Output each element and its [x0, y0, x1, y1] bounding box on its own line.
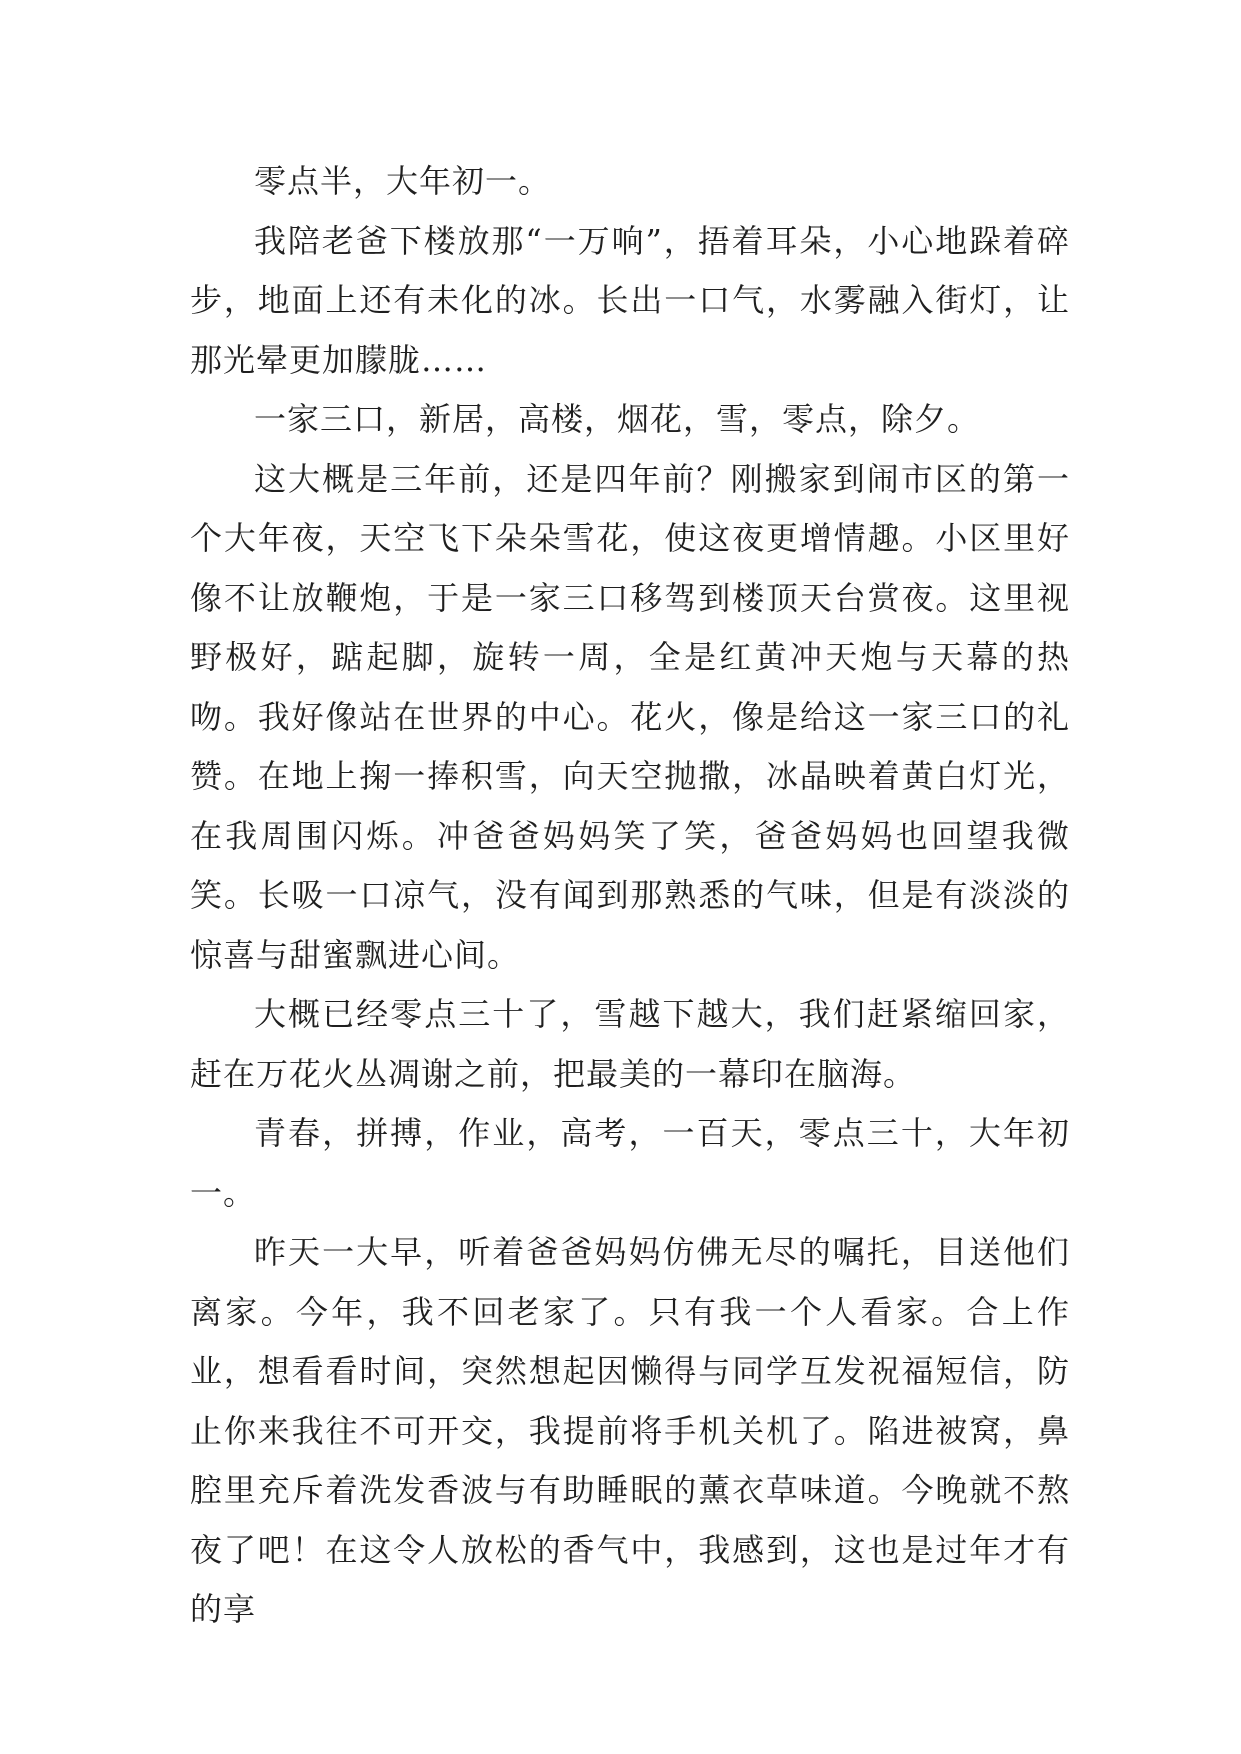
paragraph: 我陪老爸下楼放那“一万响”，捂着耳朵，小心地跺着碎步，地面上还有未化的冰。长出一口气，水雾融入街灯，让那光晕更加朦胧…… [190, 221, 1070, 379]
paragraph: 一家三口，新居，高楼，烟花，雪，零点，除夕。 [254, 400, 981, 438]
paragraph: 零点半，大年初一。 [254, 162, 552, 200]
paragraph: 昨天一大早，听着爸爸妈妈仿佛无尽的嘱托，目送他们离家。今年，我不回老家了。只有我一个人看家。合上作业，想看看时间，突然想起因懒得与同学互发祝福短信，防止你来我往不可开交，我提前将手机关机了。陷进被窝，鼻腔里充斥着洗发香波与有助睡眠的薰衣草味道。今晚就不熬夜了吧！在这令人放松的香气中，我感到，这也是过年才有的享 [190, 1233, 1070, 1628]
essay-body [190, 152, 1070, 1640]
paragraph: 这大概是三年前，还是四年前？刚搬家到闹市区的第一个大年夜，天空飞下朵朵雪花，使这夜更增情趣。小区里好像不让放鞭炮，于是一家三口移驾到楼顶天台赏夜。这里视野极好，踮起脚，旋转一周，全是红黄冲天炮与天幕的热吻。我好像站在世界的中心。花火，像是给这一家三口的礼赞。在地上掬一捧积雪，向天空抛撒，冰晶映着黄白灯光，在我周围闪烁。冲爸爸妈妈笑了笑，爸爸妈妈也回望我微笑。长吸一口凉气，没有闻到那熟悉的气味，但是有淡淡的惊喜与甜蜜飘进心间。 [190, 459, 1070, 974]
paragraph: 青春，拼搏，作业，高考，一百天，零点三十，大年初一。 [190, 1114, 1070, 1212]
paragraph: 大概已经零点三十了，雪越下越大，我们赶紧缩回家，赶在万花火丛凋谢之前，把最美的一幕印在脑海。 [190, 995, 1070, 1093]
